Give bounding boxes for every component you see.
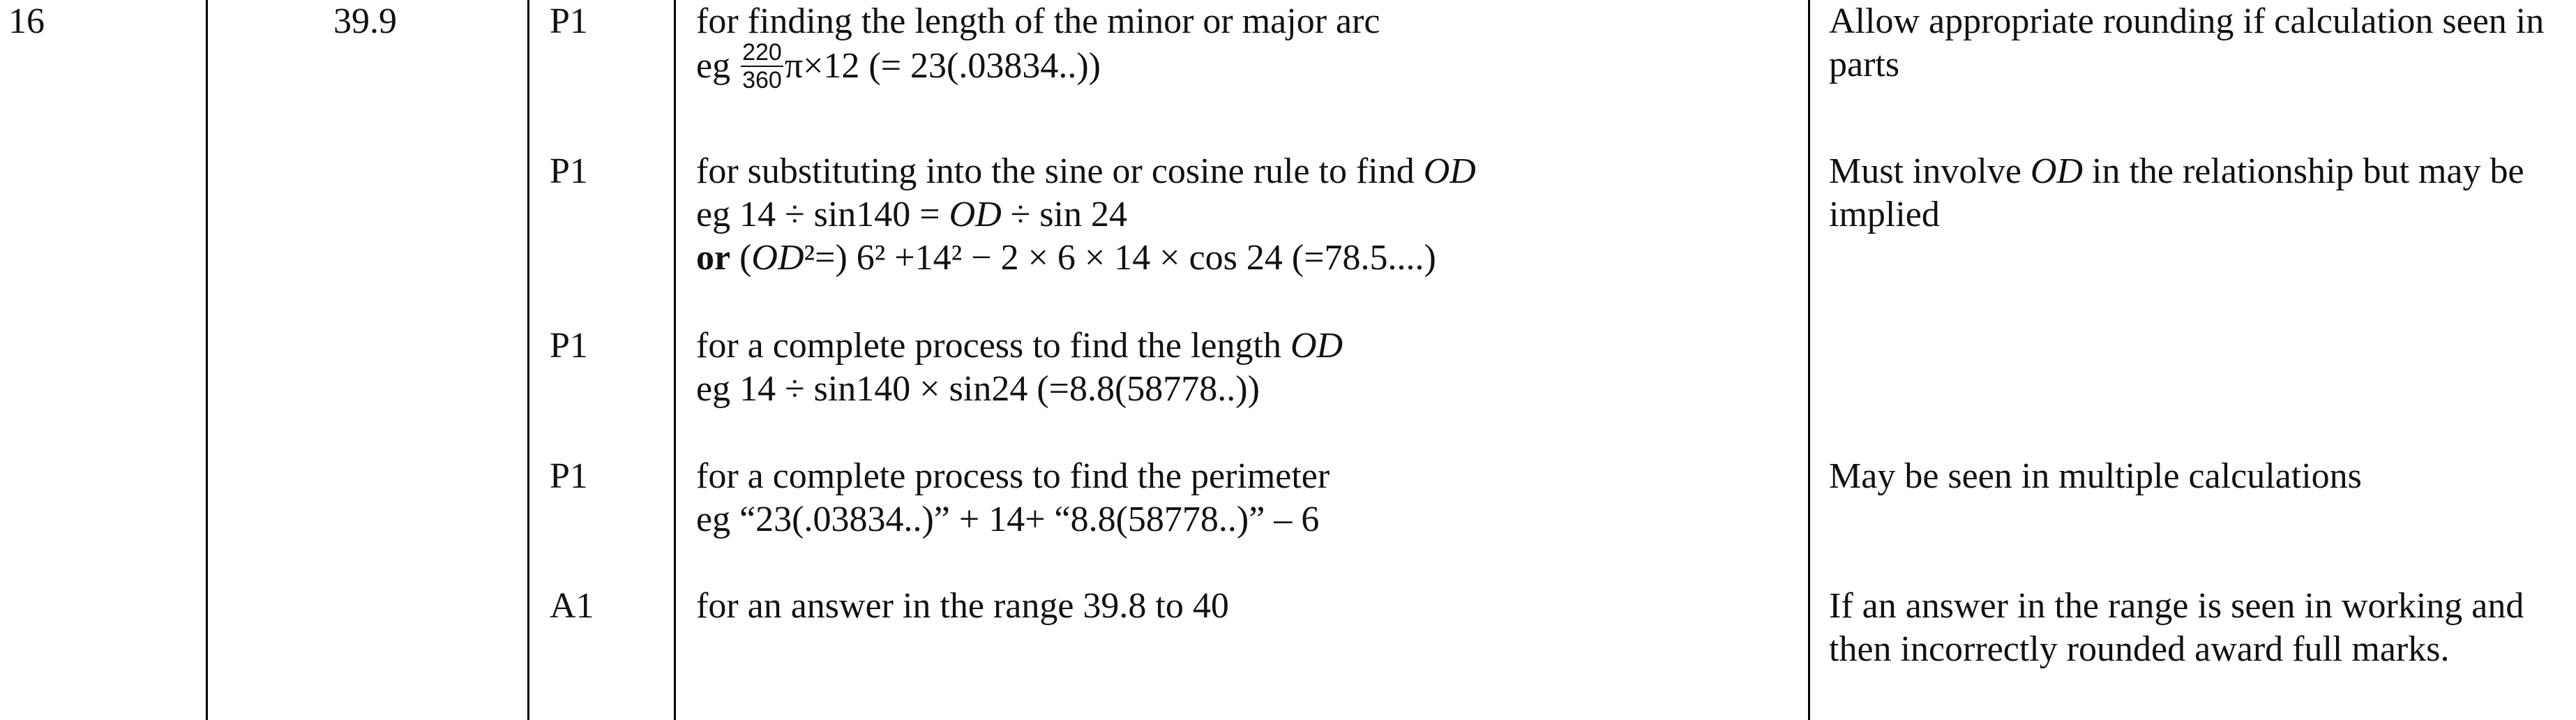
- working-suffix: π×12 (= 23(.03834..)): [784, 45, 1101, 86]
- mark-code: P1: [550, 151, 588, 191]
- column-divider: [527, 0, 529, 720]
- working-line: for an answer in the range 39.8 to 40: [696, 586, 1229, 626]
- working-line: [696, 193, 1476, 237]
- working-text: [696, 455, 1330, 541]
- working-line: eg “23(.03834..)” + 14+ “8.8(58778..)” – 6: [696, 500, 1320, 539]
- mark-code: A1: [550, 586, 594, 626]
- variable-od: OD: [949, 195, 1002, 234]
- column-divider: [1808, 0, 1810, 720]
- working-prefix: eg: [696, 45, 740, 86]
- working-fragment: eg 14 ÷ sin140 =: [696, 195, 949, 234]
- column-divider: [674, 0, 676, 720]
- variable-od: OD: [2030, 151, 2084, 191]
- working-text: [696, 324, 1343, 411]
- question-answer: 39.9: [333, 1, 397, 41]
- notes-text: [1829, 150, 2568, 237]
- mark-code: P1: [550, 1, 588, 41]
- fraction: [741, 39, 783, 93]
- mark-code: P1: [550, 326, 588, 366]
- working-text: [696, 0, 1380, 96]
- question-number: 16: [8, 1, 45, 41]
- fraction-denominator: 360: [742, 67, 782, 93]
- column-divider: [206, 0, 208, 720]
- working-line: for a complete process to find the perimeter: [696, 456, 1330, 496]
- working-line: [696, 237, 1476, 280]
- working-line: [696, 324, 1343, 368]
- working-line: for finding the length of the minor or major arc: [696, 1, 1380, 41]
- notes-text: Allow appropriate rounding if calculation seen in parts: [1829, 1, 2545, 84]
- notes-fragment: Must involve: [1829, 151, 2031, 191]
- variable-od: OD: [751, 238, 804, 278]
- fraction-numerator: 220: [742, 39, 782, 66]
- notes-text: If an answer in the range is seen in working and then incorrectly rounded award full marks.: [1829, 586, 2524, 669]
- working-fragment: ÷ sin 24: [1001, 195, 1127, 234]
- mark-code: P1: [550, 456, 588, 496]
- working-line: [696, 39, 1380, 96]
- notes-fragment: in the relationship but may be implied: [1829, 151, 2524, 234]
- working-fragment: (: [730, 238, 752, 278]
- working-fragment: for substituting into the sine or cosine rule to find: [696, 151, 1424, 191]
- working-fragment: for a complete process to find the length: [696, 326, 1290, 366]
- working-text: [696, 585, 1229, 628]
- or-keyword: or: [696, 238, 731, 278]
- notes-text: May be seen in multiple calculations: [1829, 456, 2362, 496]
- variable-od: OD: [1423, 151, 1476, 191]
- working-fragment: ²=) 6² +14² − 2 × 6 × 14 × cos 24 (=78.5....): [804, 238, 1436, 278]
- working-text: [696, 150, 1476, 280]
- variable-od: OD: [1290, 326, 1343, 366]
- working-line: eg 14 ÷ sin140 × sin24 (=8.8(58778..)): [696, 369, 1260, 409]
- working-line: [696, 150, 1476, 193]
